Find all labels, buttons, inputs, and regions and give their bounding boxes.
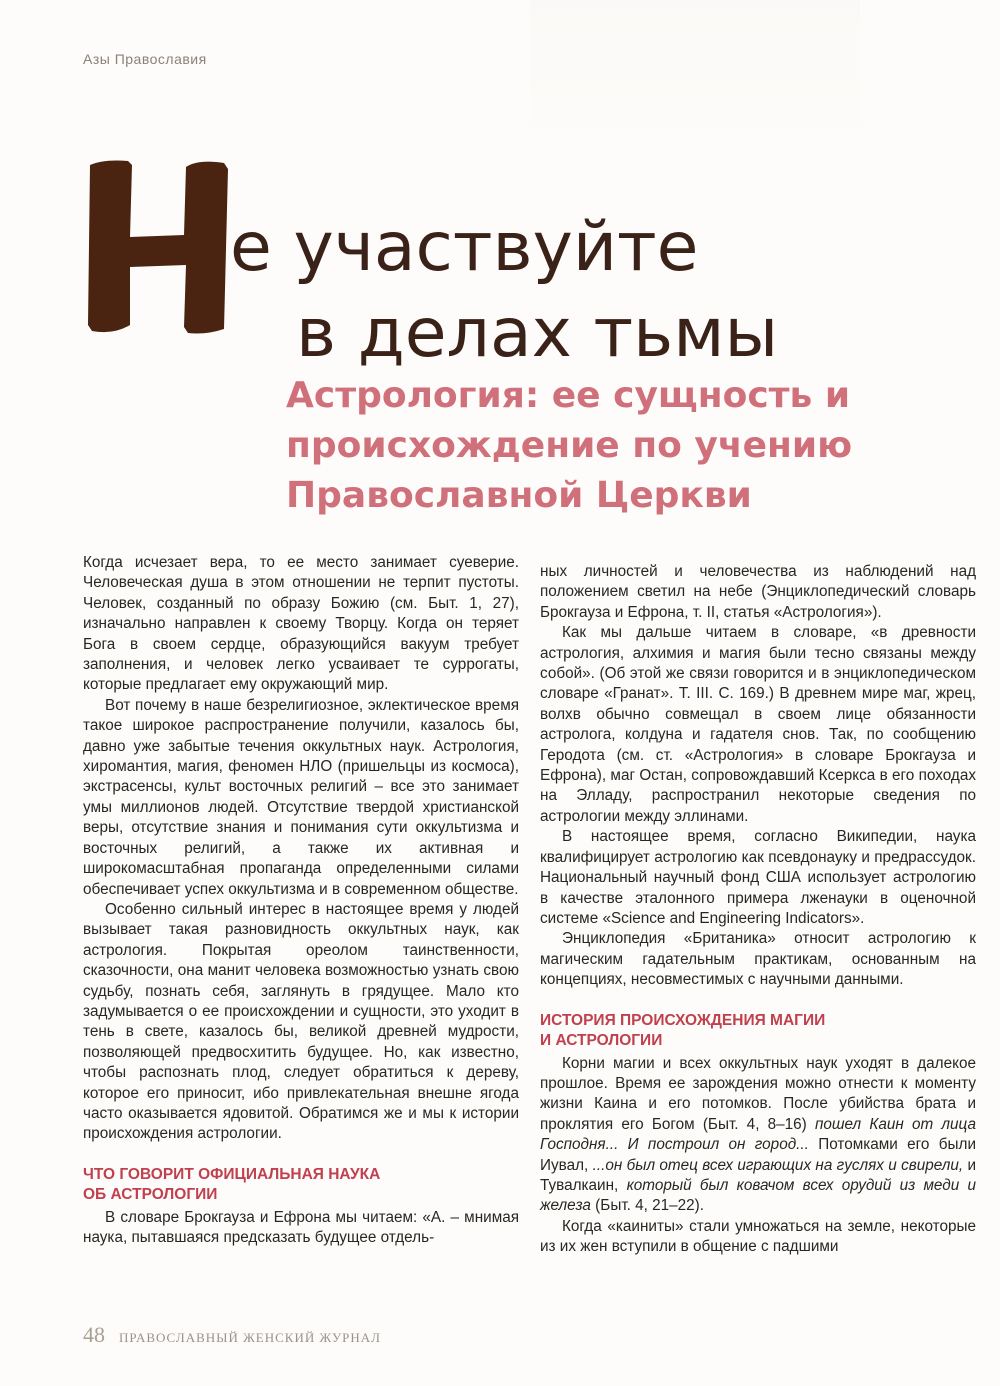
right-column	[540, 562, 976, 1258]
heading-line: ОБ АСТРОЛОГИИ	[83, 1185, 218, 1203]
page-number: 48	[83, 1322, 105, 1347]
title-line-1: е участвуйте	[230, 208, 699, 287]
quote-run: который был ковачом всех орудий из меди и железа	[540, 1176, 976, 1215]
magazine-name: ПРАВОСЛАВНЫЙ ЖЕНСКИЙ ЖУРНАЛ	[119, 1330, 381, 1345]
text-run: (Быт. 4, 21–22).	[590, 1197, 705, 1215]
heading-line: ЧТО ГОВОРИТ ОФИЦИАЛЬНАЯ НАУКА	[83, 1165, 381, 1183]
quote-run: ...он был отец всех играющих на гуслях и свирели,	[592, 1156, 964, 1174]
title-line-2: в делах тьмы	[296, 294, 779, 373]
article-title	[230, 205, 778, 377]
paragraph: Энциклопедия «Британика» относит астрологию к магическим гадательным практикам, основанным на концепциях, несовместимых с научными данными.	[540, 930, 976, 989]
section-heading	[83, 1165, 519, 1205]
paragraph: ных личностей и человечества из наблюдений над положением светил на небе (Энциклопедический словарь Брокгауза и Ефрона, т. II, статья «Астрология»).	[540, 563, 976, 621]
heading-line: ИСТОРИЯ ПРОИСХОЖДЕНИЯ МАГИИ	[540, 1011, 826, 1029]
paragraph	[540, 1054, 976, 1217]
text-run: Корни магии и всех оккультных наук уходят в далекое прошлое. Время ее зарождения можно отнести к моменту жизни Каина и его потомков. После убийства брата и проклятия его Богом (Быт. 4, 8–16)	[540, 1054, 976, 1133]
heading-line: И АСТРОЛОГИИ	[540, 1031, 663, 1049]
paragraph: Когда исчезает вера, то ее место занимает суеверие. Человеческая душа в этом отношении не терпит пустоты. Человек, созданный по образу Божию (см. Быт. 1, 27), изначально направлен к своему Творцу. Когда он теряет Бога в своем сердце, образующийся вакуум требует заполнения, и человек легко усваивает те суррогаты, которые предлагает ему окружающий мир.	[83, 554, 519, 694]
paragraph: Когда «каиниты» стали умножаться на земле, некоторые из их жен вступили в общение с падшими	[540, 1217, 976, 1256]
dropcap-letter	[84, 157, 234, 337]
article-subtitle	[286, 371, 966, 521]
text-run: и Тувалкаин,	[540, 1156, 977, 1194]
subtitle-line-1: Астрология: ее сущность и	[286, 375, 851, 416]
paragraph: Вот почему в наше безрелигиозное, эклектическое время такое широкое распространение получили, казалось бы, давно уже забытые течения оккультных наук. Астрология, хиромантия, магия, феномен НЛО (пришельцы из космоса), экстрасенсы, культ восточных религий – все это занимает умы миллионов людей. Отсутствие твердой христианской веры, отсутствие знания и понимания сути оккультизма и восточных религий, а также их активная и широкомасштабная пропаганда определенными силами обеспечивает успех оккультизма и в современном обществе.	[83, 696, 519, 898]
page-bleed-through	[530, 0, 860, 160]
paragraph: В настоящее время, согласно Википедии, наука квалифицирует астрологию как псевдонауку и предрассудок. Национальный научный фонд США использует астрологию в качестве эталонного примера лженауки в оценочной системе «Science and Engineering Indicators».	[540, 828, 976, 927]
subtitle-line-2: происхождение по учению	[286, 425, 853, 466]
section-heading	[540, 1011, 976, 1051]
text-run: Потомками его были Иувал,	[540, 1136, 976, 1174]
paragraph: Как мы дальше читаем в словаре, «в древности астрология, алхимия и магия были тесно связаны между собой». (Об этой же связи говорится и в энциклопедическом словаре «Гранат». Т. III. С. 169.) В древнем мире маг, жрец, волхв обычно совмещал в своем лице обязанности астролога, колдуна и гадателя снов. Так, по сообщению Геродота (см. ст. «Астрология» в словаре Брокгауза и Ефрона), маг Остан, сопровождавший Ксеркса в его походах на Элладу, распространил некоторые сведения по астрологии между эллинами.	[540, 624, 976, 825]
quote-run: пошел Каин от лица Господня... И построил он город...	[540, 1115, 976, 1154]
paragraph: В словаре Брокгауза и Ефрона мы читаем: «А. – мнимая наука, пытавшаяся предсказать будущее отдель-	[83, 1208, 519, 1247]
page-footer	[83, 1322, 381, 1348]
left-column	[83, 553, 519, 1249]
section-header: Азы Православия	[83, 51, 207, 67]
subtitle-line-3: Православной Церкви	[286, 475, 752, 516]
paragraph: Особенно сильный интерес в настоящее время у людей вызывает такая разновидность оккультных наук, как астрология. Покрытая ореолом таинственности, сказочности, она манит человека возможностью узнать свою судьбу, познать себя, заглянуть в грядущее. Мало кто задумывается о ее происхождении и сущности, это уходит в тень в свете, казалось бы, великой древней мудрости, позволяющей предвосхитить будущее. Но, как известно, чтобы распознать плод, следует обратиться к дереву, которое его приносит, ибо привлекательная внешне ягода часто оказывается ядовитой. Обратимся же и мы к истории происхождения астрологии.	[83, 900, 519, 1143]
